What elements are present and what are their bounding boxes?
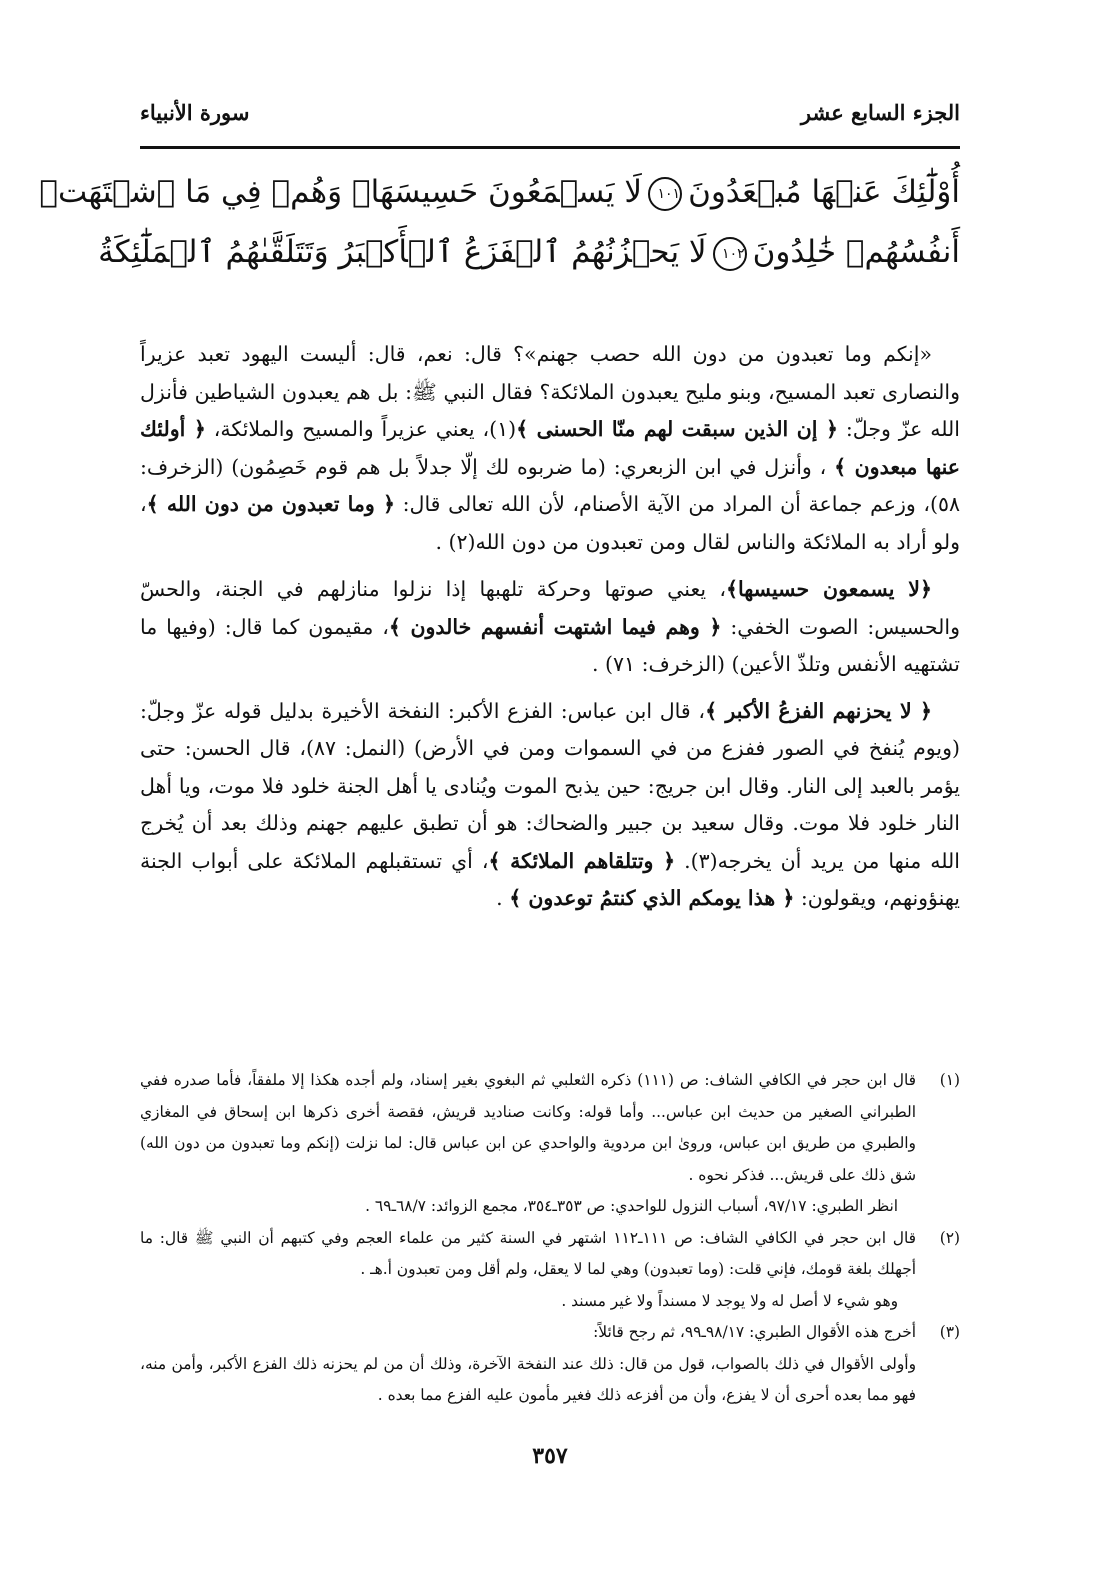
footnotes [140, 1065, 960, 1412]
verse-text: لَا يَحۡزُنُهُمُ ٱلۡفَزَعُ ٱلۡأَكۡبَرُ وَتَتَلَقَّىٰهُمُ ٱلۡمَلَٰٓئِكَةُ [98, 234, 707, 270]
quoted-verse: ﴿ وتتلقاهم الملائكة ﴾ [488, 848, 676, 873]
footnote-text: أخرج هذه الأقوال الطبري: ٩٨/١٧ـ٩٩، ثم رجح قائلاً: [593, 1323, 916, 1341]
footnote-2 [140, 1223, 960, 1318]
footnote-number: (٢) [939, 1228, 960, 1247]
footnote-body [140, 1317, 916, 1412]
commentary-text: ، ولو أراد به الملائكة والناس لقال ومن تعبدون من دون الله(٢) . [140, 492, 960, 554]
commentary-text: (١)، يعني عزيراً والمسيح والملائكة، [205, 417, 517, 441]
commentary-text: ، أي تستقبلهم الملائكة على أبواب الجنة يهنؤونهم، ويقولون: [140, 848, 960, 910]
verse-text: لَا يَسۡمَعُونَ حَسِيسَهَاۖ وَهُمۡ فِي مَا ٱشۡتَهَتۡ [39, 174, 643, 210]
running-header [140, 92, 960, 132]
quoted-verse: ﴿ لا يحزنهم الفزعُ الأكبر ﴾ [705, 698, 933, 723]
quoted-verse: ﴿ أولئك عنها مبعدون ﴾ [140, 417, 960, 479]
commentary-paragraph [140, 336, 960, 561]
page-number: ٣٥٧ [532, 1443, 568, 1469]
commentary-text: ، قال ابن عباس: الفزع الأكبر: النفخة الأخيرة بدليل قوله عزّ وجلّ: (ويوم يُنفخ في الصور ففزع من في السموات ومن في الأرض) (النمل: ٨٧)، قال الحسن: حتى يؤمر بالعبد إلى النار. وقال ابن جريج: حين يذبح الموت ويُنادى يا أهل الجنة خلود فلا موت، ويا أهل النار خلود فلا موت. وقال سعيد بن جبير والضحاك: هو أن تطبق عليهم جهنم وذلك بعد أن يُخرج الله منها من يريد أن يخرجه(٣). [140, 698, 961, 873]
verse-text: أُوْلَٰٓئِكَ عَنۡهَا مُبۡعَدُونَ [688, 174, 960, 210]
commentary-paragraph [140, 571, 960, 684]
quoted-verse: ﴿ إن الذين سبقت لهم منّا الحسنى ﴾ [516, 417, 838, 441]
verse-number-marker: ١٠١ [648, 177, 682, 211]
verse-text: أَنفُسُهُمۡ خَٰلِدُونَ [752, 234, 960, 270]
header-rule [140, 146, 960, 149]
footnote-reference: وهو شيء لا أصل له ولا يوجد لا مسنداً ولا غير مسند . [561, 1291, 898, 1310]
verse-number-marker: ١٠٢ [713, 237, 747, 271]
quran-verses [39, 162, 960, 282]
footnote-text: قال ابن حجر في الكافي الشاف: ص (١١١) ذكره الثعلبي ثم البغوي بغير إسناد، ولم أجده هكذا إلا ملفقاً، فأما صدره ففي الطبراني الصغير من حديث ابن عباس... وأما قوله: وكانت صناديد قريش، فقصة أخرى ذكرها ابن إسحاق في المغازي والطبري من طريق ابن عباس، وروىٰ ابن مردوية والواحدي عن ابن عباس قال: لما نزلت (إنكم وما تعبدون من دون الله) شق ذلك على قريش... فذكر نحوه . [140, 1071, 916, 1184]
quoted-verse: ﴿ وهم فيما اشتهت أنفسهم خالدون ﴾ [388, 614, 722, 639]
commentary-text: ، يعني صوتها وحركة تلهبها إذا نزلوا منازلهم في الجنة، والحسّ والحسيس: الصوت الخفي: [140, 577, 960, 639]
footnote-number: (٣) [939, 1323, 960, 1341]
surah-title: سورة الأنبياء [140, 99, 250, 125]
quoted-verse: ﴿ وما تعبدون من دون الله ﴾ [146, 492, 396, 516]
footnote-text: قال ابن حجر في الكافي الشاف: ص ١١١ـ١١٢ اشتهر في السنة كثير من علماء العجم وفي كتبهم أن النبي ﷺ قال: ما أجهلك بلغة قومك، فإني قلت: (وما تعبدون) وهي لما لا يعقل، ولم أقل ومن تعبدون أ.هـ . [140, 1228, 916, 1278]
footnote-body [140, 1065, 916, 1223]
commentary-text: ، مقيمون كما قال: (وفيها ما تشتهيه الأنفس وتلذّ الأعين) (الزخرف: ٧١) . [140, 614, 960, 676]
verse-line-1 [39, 162, 960, 222]
footnote-number: (١) [939, 1071, 960, 1089]
footnote-quote: وأولى الأقوال في ذلك بالصواب، قول من قال: ذلك عند النفخة الآخرة، وذلك أن من لم يحزنه ذلك الفزع الأكبر، وأمن منه، فهو مما بعده أحرى أن لا يفزع، وأن من أفزعه ذلك فغير مأمون عليه الفزع مما بعده . [140, 1354, 916, 1404]
quoted-verse: ﴿ هذا يومكم الذي كنتمُ توعدون ﴾ [509, 886, 795, 910]
commentary-paragraph [140, 693, 960, 918]
book-page [39, 0, 961, 1589]
part-title: الجزء السابع عشر [800, 99, 960, 125]
verse-line-2 [98, 222, 960, 282]
footnote-1 [140, 1065, 960, 1223]
commentary-text: . [496, 886, 510, 910]
footnote-3 [140, 1317, 960, 1412]
footnote-body [140, 1223, 916, 1318]
commentary-text: ، وأنزل في ابن الزبعري: (ما ضربوه لك إلّا جدلاً بل هم قوم خَصِمُون) (الزخرف: ٥٨)، وزعم جماعة أن المراد من الآية الأصنام، لأن الله تعالى قال: [140, 454, 960, 516]
quoted-verse: ﴿لا يسمعون حسيسها﴾ [725, 577, 933, 601]
footnote-reference: انظر الطبري: ٩٧/١٧، أسباب النزول للواحدي: ص ٣٥٣ـ٣٥٤، مجمع الزوائد: ٦٨/٧ـ٦٩ . [365, 1197, 898, 1215]
commentary-body [140, 336, 960, 927]
commentary-text: «إنكم وما تعبدون من دون الله حصب جهنم»؟ قال: نعم، قال: أليست اليهود تعبد عزيراً والنصارى تعبد المسيح، وبنو مليح يعبدون الملائكة؟ فقال النبي ﷺ: بل هم يعبدون الشياطين فأنزل الله عزّ وجلّ: [140, 342, 960, 441]
